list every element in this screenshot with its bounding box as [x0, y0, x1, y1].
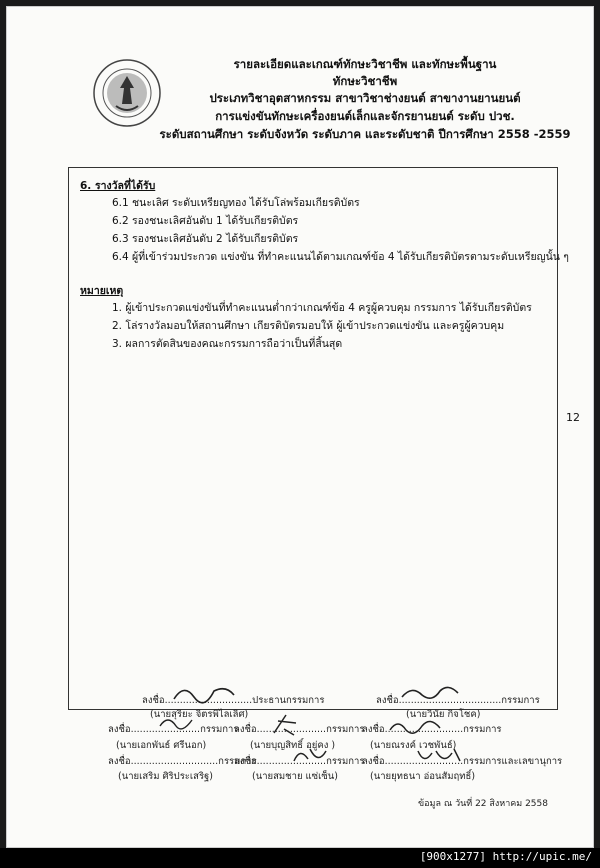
header-line-3: ประเภทวิชาอุตสาหกรรม สาขาวิชาช่างยนต์ สาขางานยานยนต์: [209, 91, 521, 105]
document-date: ข้อมูล ณ วันที่ 22 สิงหาคม 2558: [418, 799, 548, 809]
signature-line: ลงชื่อ..........................กรรมการและเลขานุการ: [362, 756, 563, 767]
awards-heading: 6. รางวัลที่ได้รับ: [80, 180, 156, 192]
award-item: 6.1 ชนะเลิศ ระดับเหรียญทอง ได้รับโล่พร้อมเกียรติบัตร: [112, 197, 360, 209]
note-item: 3. ผลการตัดสินของคณะกรรมการถือว่าเป็นที่สิ้นสุด: [112, 338, 343, 350]
header-line-2: ทักษะวิชาชีพ: [332, 74, 398, 88]
header-line-4: การแข่งขันทักษะเครื่องยนต์เล็กและจักรยานยนต์ ระดับ ปวช.: [215, 109, 515, 123]
signature-line: ลงชื่อ.......................กรรมการ: [234, 724, 365, 735]
signatory-name: (นายยุทธนา อ่อนสัมฤทธิ์): [370, 771, 476, 782]
signatory-name: (นายสุริยะ จิตรพิไลเลิศ): [150, 709, 249, 720]
content-box: [68, 167, 558, 710]
header-line-5: ระดับสถานศึกษา ระดับจังหวัด ระดับภาค และระดับชาติ ปีการศึกษา 2558 -2559: [159, 127, 571, 141]
signatory-name: (นายสมชาย แซ่เซ็น): [252, 771, 338, 782]
note-item: 2. โล่รางวัลมอบให้สถานศึกษา เกียรติบัตรมอบให้ ผู้เข้าประกวดแข่งขัน และครูผู้ควบคุม: [112, 320, 505, 332]
signature-line: ลงชื่อ..................................กรรมการ: [376, 695, 540, 706]
award-item: 6.2 รองชนะเลิศอันดับ 1 ได้รับเกียรติบัตร: [112, 215, 299, 227]
signature-line: ลงชื่อ..........................กรรมการ: [362, 724, 502, 735]
header-line-1: รายละเอียดและเกณฑ์ทักษะวิชาชีพ และทักษะพื้นฐาน: [233, 57, 497, 71]
notes-heading: หมายเหตุ: [80, 285, 124, 297]
signatory-name: (นายวินัย กิจโชค): [406, 709, 481, 720]
signature-line: ลงชื่อ.......................กรรมการ: [234, 756, 365, 767]
signatory-name: (นายเสริม ศิริประเสริฐ): [118, 771, 213, 782]
signatory-name: (นายณรงค์ เวชพันธ์): [370, 740, 457, 751]
signature-line: ลงชื่อ.............................กรรมการ: [108, 756, 257, 767]
signature-line: ลงชื่อ.......................กรรมการ: [108, 724, 239, 735]
image-host-watermark: [900x1277] http://upic.me/: [419, 850, 592, 863]
signatory-name: (นายเอกพันธ์ ศรีนอก): [116, 740, 207, 751]
signatory-name: (นายบุญสิทธิ์ อยู่คง ): [250, 740, 336, 751]
award-item: 6.3 รองชนะเลิศอันดับ 2 ได้รับเกียรติบัตร: [112, 233, 299, 245]
page-number: 12: [566, 411, 580, 424]
note-item: 1. ผู้เข้าประกวดแข่งขันที่ทำคะแนนต่ำกว่าเกณฑ์ข้อ 4 ครูผู้ควบคุม กรรมการ ได้รับเกียรติบัตร: [112, 302, 532, 314]
signature-line: ลงชื่อ.............................ประธานกรรมการ: [142, 695, 325, 706]
award-item: 6.4 ผู้ที่เข้าร่วมประกวด แข่งขัน ที่ทำคะแนนได้ตามเกณฑ์ข้อ 4 ได้รับเกียรติบัตรตามระดับเหรียญนั้น ๆ: [112, 251, 569, 263]
